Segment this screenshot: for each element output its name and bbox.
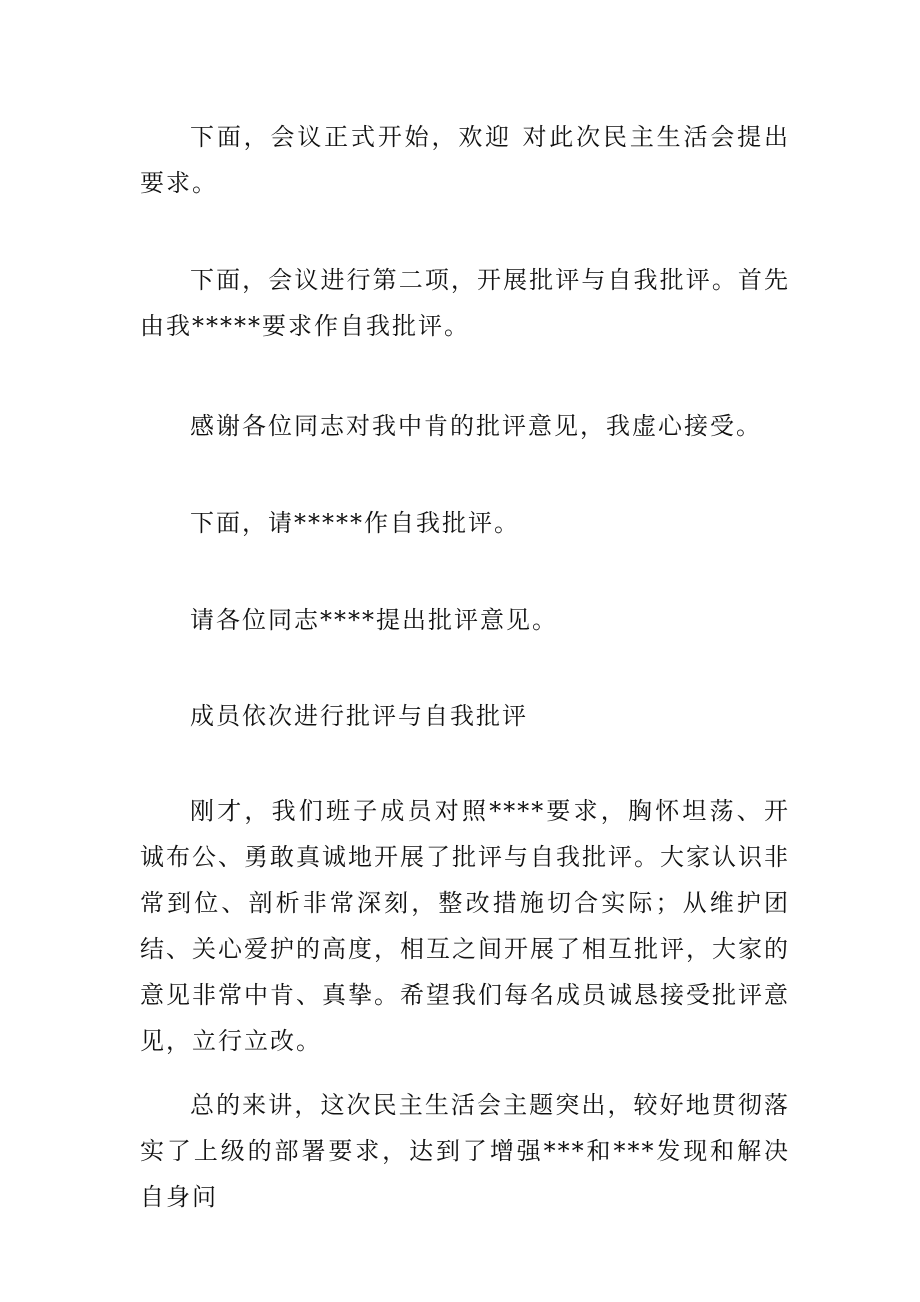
- paragraph-request-opinions: 请各位同志****提出批评意见。: [190, 606, 558, 634]
- paragraph-next-self-criticism: 下面，请*****作自我批评。: [190, 509, 520, 537]
- paragraph-meeting-start: 下面，会议正式开始，欢迎 对此次民主生活会提出要求。: [140, 123, 790, 197]
- paragraph-members-criticism: 成员依次进行批评与自我批评: [190, 702, 528, 730]
- paragraph-second-item: 下面，会议进行第二项，开展批评与自我批评。首先由我*****要求作自我批评。: [140, 266, 790, 340]
- paragraph-overall-summary: 总的来讲，这次民主生活会主题突出，较好地贯彻落实了上级的部署要求，达到了增强***和***发现和解决自身问: [140, 1091, 790, 1211]
- paragraph-summary-criticism: 刚才，我们班子成员对照****要求，胸怀坦荡、开诚布公、勇敢真诚地开展了批评与自我批评。大家认识非常到位、剖析非常深刻，整改措施切合实际；从维护团结、关心爱护的高度，相互之间开展了相互批评，大家的意见非常中肯、真挚。希望我们每名成员诚恳接受批评意见，立行立改。: [140, 797, 790, 1055]
- paragraph-thanks: 感谢各位同志对我中肯的批评意见，我虚心接受。: [190, 412, 762, 440]
